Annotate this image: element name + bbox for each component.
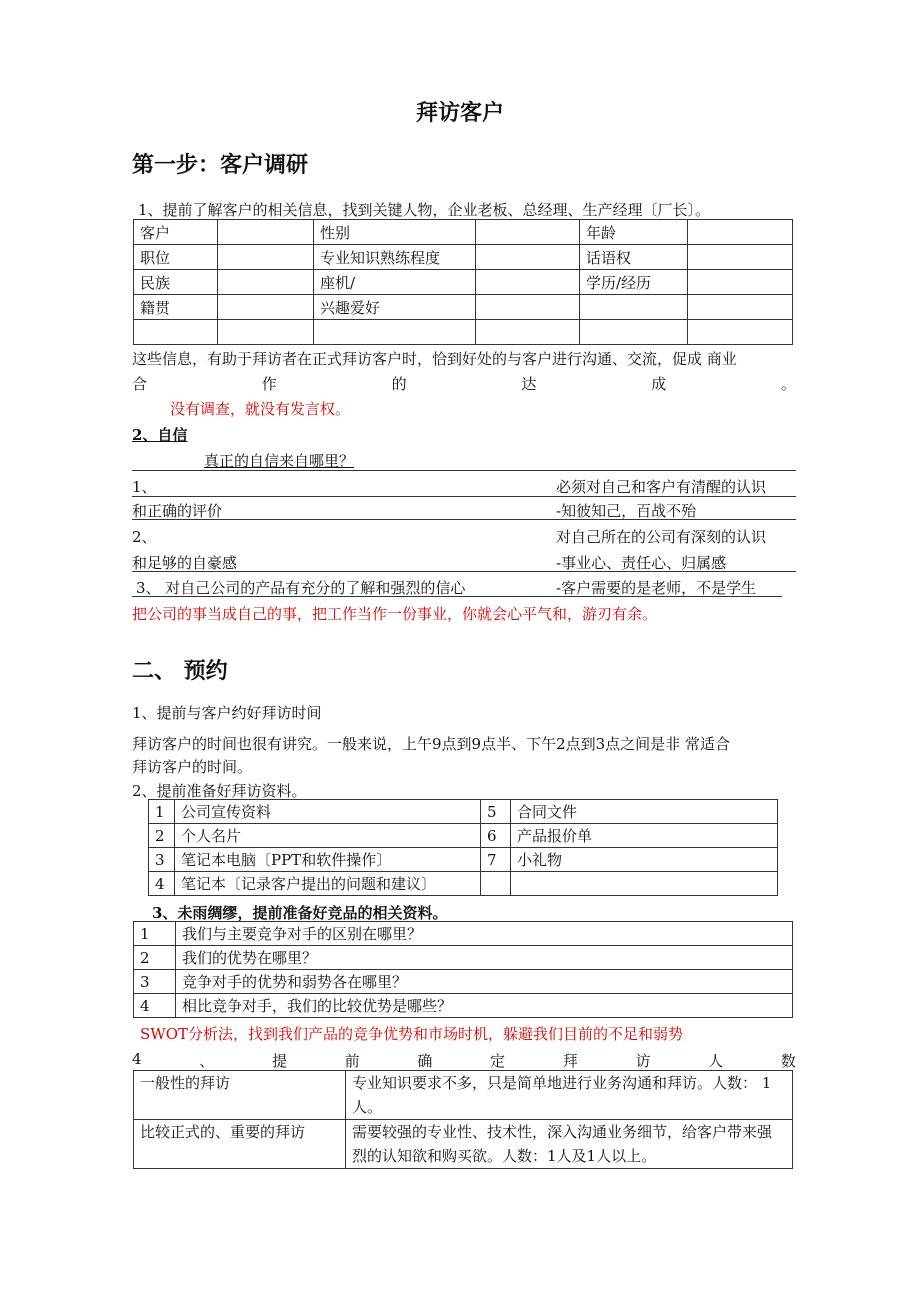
materials-cell: 产品报价单 — [511, 824, 778, 848]
info-table-cell — [134, 320, 218, 345]
materials-cell: 公司宣传资料 — [175, 800, 481, 824]
materials-cell: 小礼物 — [511, 848, 778, 872]
materials-row — [149, 824, 778, 848]
question-cell: 相比竞争对手，我们的比较优势是哪些？ — [176, 994, 793, 1018]
materials-cell: 7 — [481, 848, 511, 872]
para-char: 。 — [780, 375, 796, 393]
info-table-cell: 民族 — [134, 270, 218, 295]
info-table-cell — [218, 220, 314, 245]
materials-cell: 4 — [149, 872, 175, 896]
appointment-para-line2: 拜访客户的时间。 — [132, 758, 253, 776]
materials-cell: 5 — [481, 800, 511, 824]
confidence-r1-right: 必须对自己和客户有清醒的认识 — [556, 478, 767, 496]
appointment-item1: 1、提前与客户约好拜访时间 — [132, 704, 322, 722]
question-cell: 2 — [134, 946, 176, 970]
info-table-cell — [688, 295, 793, 320]
appointment-para-line1: 拜访客户的时间也很有讲究。一般来说，上午9点到9点半、下午2点到3点之间是非 常适合 — [132, 735, 730, 753]
materials-cell: 1 — [149, 800, 175, 824]
info-table-cell — [476, 320, 580, 345]
confidence-r5-left: 3、 对自己公司的产品有充分的了解和强烈的信心 — [136, 579, 466, 597]
info-table-cell — [476, 245, 580, 270]
info-table-cell — [688, 220, 793, 245]
materials-cell — [511, 872, 778, 896]
question-cell: 4 — [134, 994, 176, 1018]
info-table-cell — [580, 320, 688, 345]
info-table-cell — [314, 320, 476, 345]
para-char: 成 — [651, 375, 667, 393]
materials-cell: 2 — [149, 824, 175, 848]
confidence-r2-left: 和正确的评价 — [132, 502, 223, 520]
materials-cell: 3 — [149, 848, 175, 872]
item4-char: 前 — [344, 1052, 360, 1070]
item4-char: 、 — [199, 1052, 215, 1070]
materials-row — [149, 872, 778, 896]
info-table-cell: 座机/ — [314, 270, 476, 295]
info-table-cell: 年龄 — [580, 220, 688, 245]
confidence-r3-left: 2、 — [132, 528, 157, 546]
info-table-cell — [218, 320, 314, 345]
step1-para-line2 — [132, 373, 796, 394]
confidence-question: 真正的自信来自哪里？ — [204, 452, 355, 470]
info-table-cell: 职位 — [134, 245, 218, 270]
materials-row — [149, 800, 778, 824]
materials-cell: 笔记本〔记录客户提出的问题和建议〕 — [175, 872, 481, 896]
info-table-row — [134, 245, 793, 270]
confidence-red-note: 把公司的事当成自己的事，把工作当作一份事业，你就会心平气和，游刃有余。 — [132, 605, 658, 623]
info-table-cell: 专业知识熟练程度 — [314, 245, 476, 270]
info-table-row — [134, 270, 793, 295]
confidence-heading: 2、自信 — [132, 426, 188, 444]
info-table-cell: 性别 — [314, 220, 476, 245]
item4-char: 数 — [780, 1052, 796, 1070]
materials-cell: 个人名片 — [175, 824, 481, 848]
materials-cell: 6 — [481, 824, 511, 848]
info-table-row — [134, 220, 793, 245]
question-row — [134, 946, 793, 970]
info-table-cell — [218, 295, 314, 320]
item4-char: 人 — [708, 1052, 724, 1070]
visit-type-cell: 需要较强的专业性、技术性，深入沟通业务细节，给客户带来强烈的认知欲和购买欲。人数：1人及1人以上。 — [346, 1120, 793, 1169]
confidence-r1-left: 1、 — [132, 478, 157, 496]
info-table-cell — [688, 320, 793, 345]
confidence-r2-right: -知彼知己，百战不殆 — [556, 502, 697, 520]
item4-char: 提 — [271, 1052, 287, 1070]
question-cell: 我们与主要竞争对手的区别在哪里？ — [176, 922, 793, 946]
appointment-item4 — [132, 1050, 796, 1071]
confidence-r5-right: -客户需要的是老师，不是学生 — [556, 579, 757, 597]
materials-row — [149, 848, 778, 872]
materials-table — [148, 799, 778, 896]
visit-type-cell: 比较正式的、重要的拜访 — [134, 1120, 346, 1169]
info-table-cell — [476, 270, 580, 295]
info-table-cell — [218, 270, 314, 295]
info-table-cell — [580, 295, 688, 320]
visit-type-row — [134, 1071, 793, 1120]
appointment-item2: 2、提前准备好拜访资料。 — [132, 782, 307, 800]
info-table-cell — [476, 220, 580, 245]
info-table-cell — [476, 295, 580, 320]
confidence-r4-right: -事业心、责任心、归属感 — [556, 554, 727, 572]
visit-type-cell: 一般性的拜访 — [134, 1071, 346, 1120]
info-table-cell: 兴趣爱好 — [314, 295, 476, 320]
para-char: 合 — [132, 375, 148, 393]
para-char: 的 — [391, 375, 407, 393]
appointment-item3: 3、未雨绸缪，提前准备好竞品的相关资料。 — [152, 904, 448, 922]
question-cell: 1 — [134, 922, 176, 946]
info-table-cell — [688, 245, 793, 270]
confidence-r4-left: 和足够的自豪感 — [132, 554, 238, 572]
appointment-heading: 二、 预约 — [132, 658, 228, 684]
item4-char: 拜 — [562, 1052, 578, 1070]
question-cell: 竞争对手的优势和弱势各在哪里？ — [176, 970, 793, 994]
info-table-cell: 籍贯 — [134, 295, 218, 320]
question-cell: 我们的优势在哪里？ — [176, 946, 793, 970]
step1-item1: 1、提前了解客户的相关信息，找到关键人物，企业老板、总经理、生产经理〔厂长〕。 — [138, 201, 711, 219]
visit-type-row — [134, 1120, 793, 1169]
info-table-cell: 学历/经历 — [580, 270, 688, 295]
item4-char: 4 — [132, 1050, 142, 1068]
materials-cell — [481, 872, 511, 896]
step1-para-line1: 这些信息，有助于拜访者在正式拜访客户时，恰到好处的与客户进行沟通、交流，促成 商业 — [132, 350, 737, 368]
question-row — [134, 922, 793, 946]
para-char: 达 — [521, 375, 537, 393]
visit-type-table — [133, 1070, 793, 1169]
question-row — [134, 970, 793, 994]
confidence-r3-right: 对自己所在的公司有深刻的认识 — [556, 528, 767, 546]
swot-note: SWOT分析法，找到我们产品的竞争优势和市场时机，躲避我们目前的不足和弱势 — [140, 1025, 683, 1043]
info-table-row — [134, 320, 793, 345]
customer-info-table — [133, 219, 793, 345]
info-table-cell — [218, 245, 314, 270]
info-table-cell — [688, 270, 793, 295]
question-cell: 3 — [134, 970, 176, 994]
page-title: 拜访客户 — [415, 100, 504, 126]
question-row — [134, 994, 793, 1018]
info-table-cell: 客户 — [134, 220, 218, 245]
info-table-row — [134, 295, 793, 320]
info-table-cell: 话语权 — [580, 245, 688, 270]
materials-cell: 笔记本电脑〔PPT和软件操作〕 — [175, 848, 481, 872]
step1-heading: 第一步：客户调研 — [132, 152, 309, 178]
item4-char: 访 — [635, 1052, 651, 1070]
competitor-questions-table — [133, 921, 793, 1018]
item4-char: 确 — [417, 1052, 433, 1070]
item4-char: 定 — [490, 1052, 506, 1070]
para-char: 作 — [261, 375, 277, 393]
materials-cell: 合同文件 — [511, 800, 778, 824]
step1-red-note: 没有调查，就没有发言权。 — [170, 400, 351, 418]
visit-type-cell: 专业知识要求不多，只是简单地进行业务沟通和拜访。人数： 1人。 — [346, 1071, 793, 1120]
